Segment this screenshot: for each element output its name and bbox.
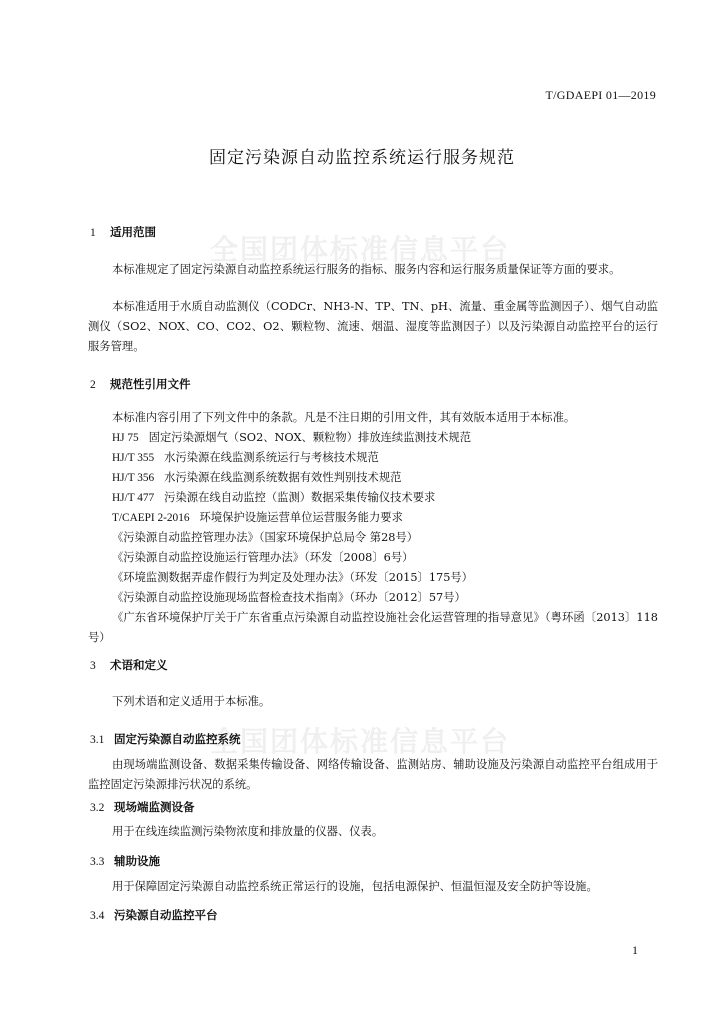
reference-item: [112, 428, 471, 448]
reference-document: 《污染源自动监控设施运行管理办法》（环发〔2008〕6号）: [112, 551, 414, 564]
section-number: 3: [90, 660, 96, 672]
reference-document: 《污染源自动监控管理办法》（国家环境保护总局令 第28号）: [112, 531, 419, 544]
reference-document: 《环境监测数据弄虚作假行为判定及处理办法》（环发〔2015〕175号）: [112, 571, 473, 584]
subsection-title: 固定污染源自动监控系统: [114, 732, 241, 746]
section-title: 术语和定义: [110, 658, 168, 672]
subsection-title: 污染源自动监控平台: [114, 908, 218, 922]
reference-title: 水污染源在线监测系统运行与考核技术规范: [164, 451, 379, 464]
section-1-heading: [90, 224, 156, 240]
reference-document: 《污染源自动监控设施现场监督检查技术指南》（环办〔2012〕57号）: [112, 591, 466, 604]
reference-item: [112, 488, 435, 508]
reference-title: 污染源在线自动监控（监测）数据采集传输仪技术要求: [164, 491, 436, 504]
section-3-heading: [90, 657, 168, 673]
reference-item: [112, 468, 401, 488]
section-2-intro: 本标准内容引用了下列文件中的条款。凡是不注日期的引用文件，其有效版本适用于本标准。: [112, 411, 576, 424]
reference-item: [112, 508, 403, 528]
subsection-number: 3.4: [90, 910, 105, 922]
subsection-number: 3.3: [90, 856, 105, 868]
standard-code: T/GDAEPI 01—2019: [545, 88, 656, 102]
subsection-3-1-body: 由现场端监测设备、数据采集传输设备、网络传输设备、监测站房、辅助设施及污染源自动监控平台组成用于监控固定污染源排污状况的系统。: [88, 758, 658, 791]
reference-code: HJ/T 356: [112, 472, 155, 484]
section-2-heading: [90, 376, 191, 392]
section-1-paragraph-2: 本标准适用于水质自动监测仪（CODCr、NH3-N、TP、TN、pH、流量、重金属等监测因子）、烟气自动监测仪（SO2、NOX、CO、CO2、O2、颗粒物、流速、烟温、湿度等监测因子）以及污染源自动监控平台的运行服务管理。: [88, 300, 658, 353]
reference-title: 固定污染源烟气（SO2、NOX、颗粒物）排放连续监测技术规范: [148, 431, 471, 444]
reference-code: HJ/T 355: [112, 452, 155, 464]
subsection-title: 现场端监测设备: [114, 800, 195, 814]
section-title: 适用范围: [110, 225, 156, 239]
reference-title: 环境保护设施运营单位运营服务能力要求: [199, 511, 403, 524]
reference-code: HJ/T 477: [112, 492, 155, 504]
subsection-number: 3.2: [90, 802, 105, 814]
section-title: 规范性引用文件: [110, 377, 191, 391]
section-number: 2: [90, 379, 96, 391]
watermark: 全国团体标准信息平台: [209, 233, 510, 266]
page-number: 1: [632, 943, 638, 957]
section-1-paragraph-1: 本标准规定了固定污染源自动监控系统运行服务的指标、服务内容和运行服务质量保证等方面的要求。: [112, 263, 621, 276]
reference-title: 水污染源在线监测系统数据有效性判别技术规范: [164, 471, 402, 484]
subsection-3-2-heading: [90, 799, 195, 815]
watermark: 全国团体标准信息平台: [209, 725, 510, 758]
subsection-title: 辅助设施: [114, 854, 160, 868]
subsection-3-3-heading: [90, 853, 160, 869]
subsection-3-1-heading: [90, 731, 241, 747]
subsection-3-2-body: 用于在线连续监测污染物浓度和排放量的仪器、仪表。: [112, 825, 384, 838]
section-3-intro: 下列术语和定义适用于本标准。: [112, 695, 271, 708]
document-title: 固定污染源自动监控系统运行服务规范: [209, 148, 515, 168]
reference-code: HJ 75: [112, 432, 139, 444]
subsection-3-3-body: 用于保障固定污染源自动监控系统正常运行的设施，包括电源保护、恒温恒湿及安全防护等设施。: [112, 880, 598, 893]
subsection-number: 3.1: [90, 734, 105, 746]
reference-code: T/CAEPI 2-2016: [112, 512, 190, 524]
section-number: 1: [90, 227, 96, 239]
reference-item: [112, 448, 379, 468]
reference-document: 《广东省环境保护厅关于广东省重点污染源自动监控设施社会化运营管理的指导意见》（粤环函〔2013〕118号）: [88, 611, 658, 644]
subsection-3-4-heading: [90, 907, 218, 923]
